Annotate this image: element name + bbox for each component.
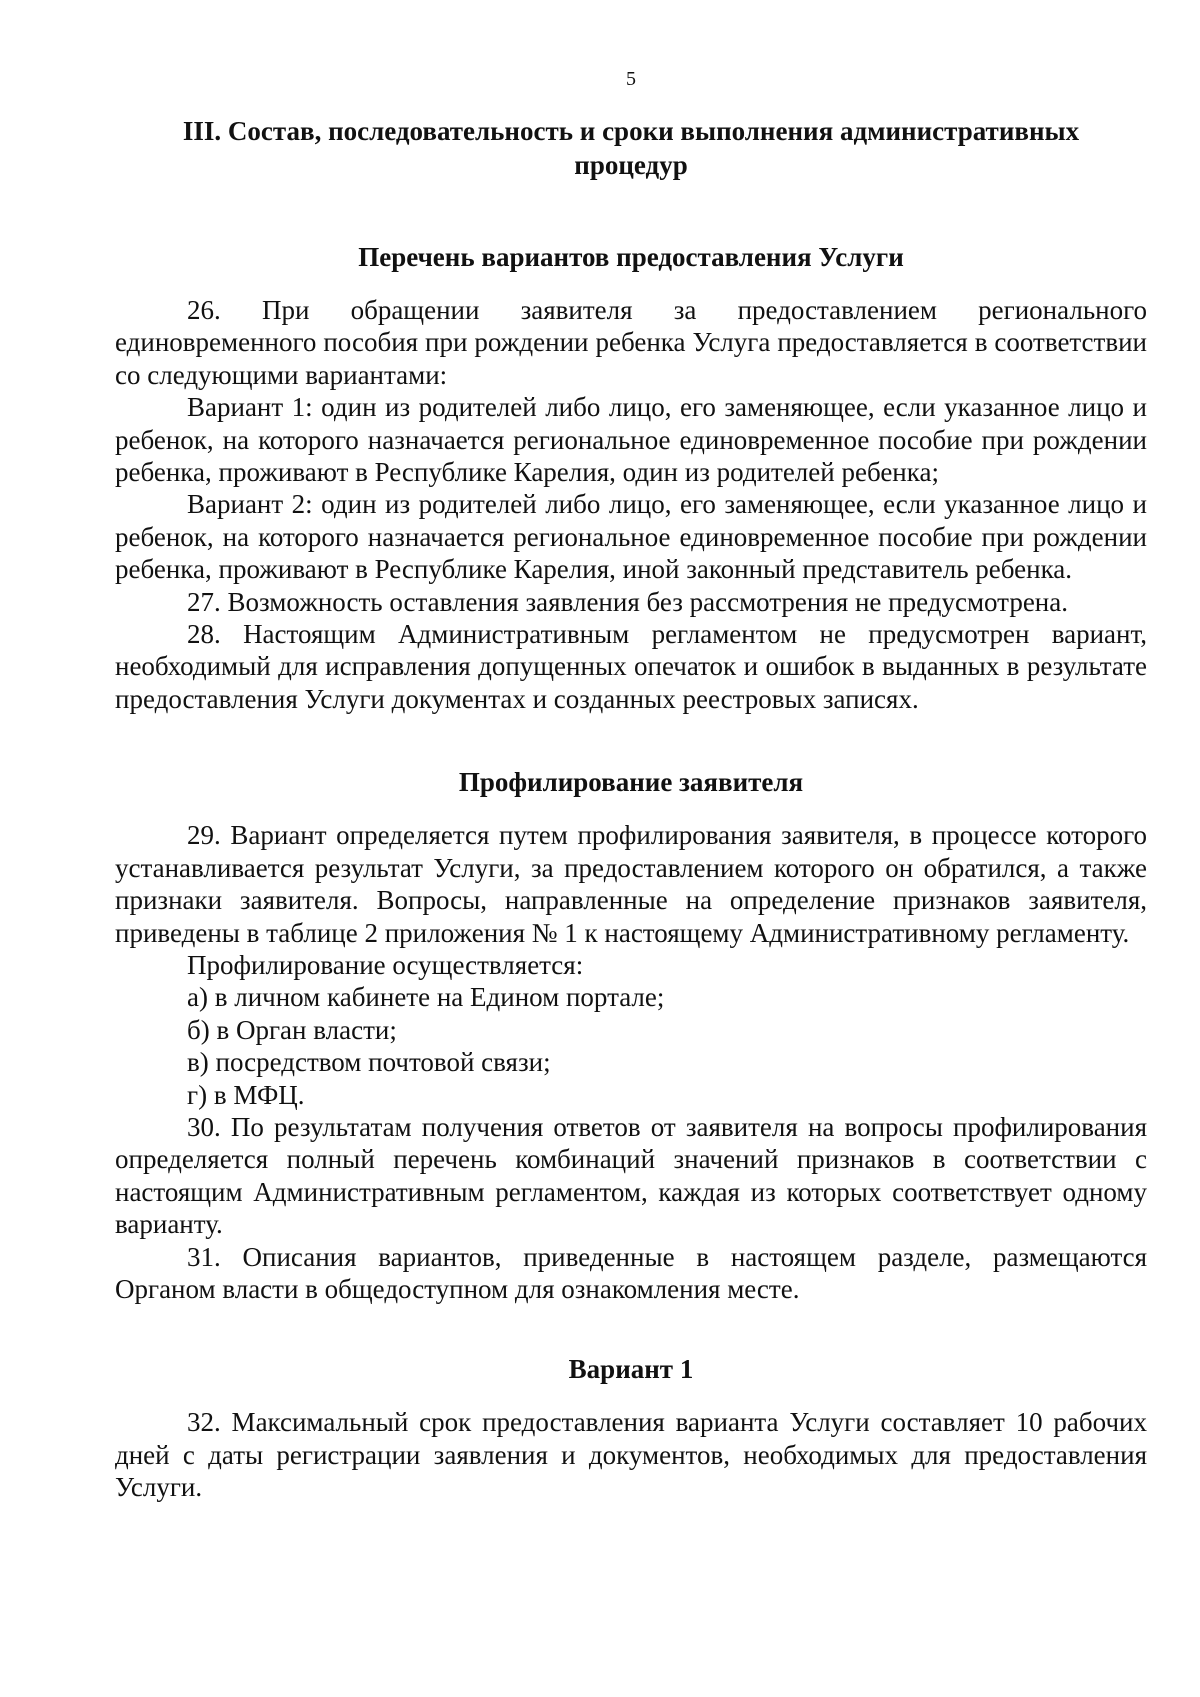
- paragraph-31: 31. Описания вариантов, приведенные в настоящем разделе, размещаются Органом власти в общедоступном для ознакомления месте.: [115, 1241, 1147, 1304]
- profiling-item-a: а) в личном кабинете на Едином портале;: [187, 982, 665, 1013]
- profiling-item-v: в) посредством почтовой связи;: [187, 1047, 551, 1078]
- section-title-line-1: III. Состав, последовательность и сроки выполнения административных: [182, 116, 1080, 146]
- subsection-title-profiling: Профилирование заявителя: [458, 767, 804, 798]
- subsection-title-variants: Перечень вариантов предоставления Услуги: [358, 242, 904, 272]
- paragraph-30: 30. По результатам получения ответов от заявителя на вопросы профилирования определяется полный перечень комбинаций значений признаков в соответствии с настоящим Административным регламентом, каждая из которых соответствует одному варианту.: [115, 1111, 1147, 1240]
- variant-1-description: Вариант 1: один из родителей либо лицо, его заменяющее, если указанное лицо и ребенок, на которого назначается региональное единовременное пособие при рождении ребенка, проживают в Республике Карелия, один из родителей ребенка;: [115, 392, 1147, 488]
- subsection-title-variant-1: Вариант 1: [568, 1354, 694, 1385]
- section-title: [115, 114, 1147, 182]
- profiling-item-g: г) в МФЦ.: [187, 1079, 305, 1110]
- document-page: [115, 66, 1147, 1504]
- profiling-item-b: б) в Орган власти;: [187, 1014, 397, 1045]
- paragraph-28: 28. Настоящим Административным регламентом не предусмотрен вариант, необходимый для исправления допущенных опечаток и ошибок в выданных в результате предоставления Услуги документах и созданных реестровых записях.: [115, 619, 1147, 714]
- paragraph-32: 32. Максимальный срок предоставления варианта Услуги составляет 10 рабочих дней с даты регистрации заявления и документов, необходимых для предоставления Услуги.: [115, 1407, 1147, 1503]
- profiling-intro: Профилирование осуществляется:: [187, 949, 584, 980]
- paragraph-29: 29. Вариант определяется путем профилирования заявителя, в процессе которого устанавливается результат Услуги, за предоставлением которого он обратился, а также признаки заявителя. Вопросы, направленные на определение признаков заявителя, приведены в таблице 2 приложения № 1 к настоящему Административному регламенту.: [115, 820, 1147, 948]
- page-number: 5: [626, 68, 636, 90]
- spacer: [115, 1305, 1147, 1352]
- paragraph-26: 26. При обращении заявителя за предоставлением регионального единовременного пособия при рождении ребенка Услуга предоставляется в соответствии со следующими вариантами:: [115, 295, 1147, 390]
- section-title-line-2: процедур: [574, 150, 688, 180]
- variant-2-description: Вариант 2: один из родителей либо лицо, его заменяющее, если указанное лицо и ребенок, на которого назначается региональное единовременное пособие при рождении ребенка, проживают в Республике Карелия, иной законный представитель ребенка.: [115, 489, 1147, 585]
- paragraph-27: 27. Возможность оставления заявления без рассмотрения не предусмотрена.: [187, 586, 1068, 617]
- spacer: [115, 715, 1147, 765]
